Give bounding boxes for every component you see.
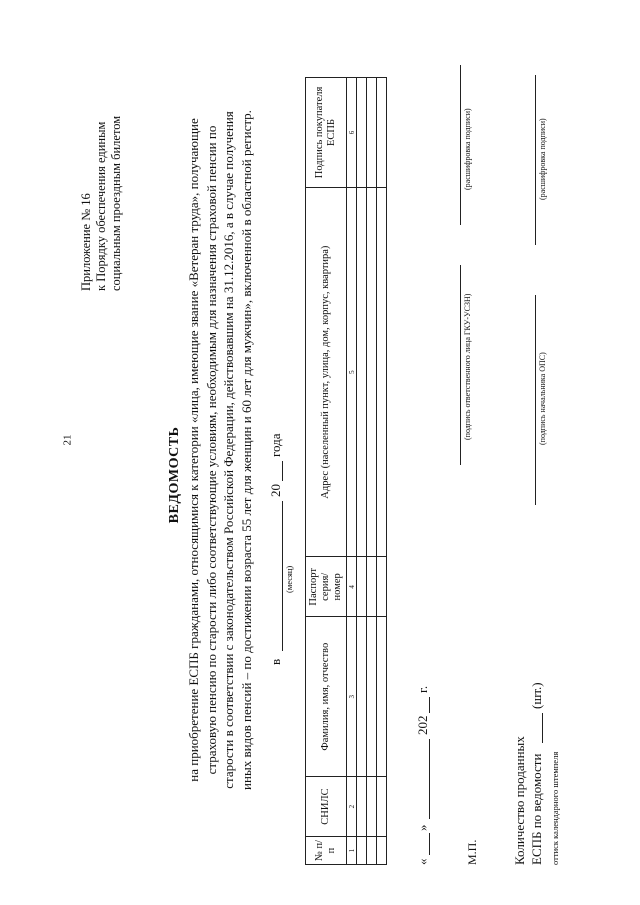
chief-signature-line[interactable] xyxy=(535,295,536,505)
responsible-decode-line[interactable] xyxy=(460,65,461,225)
table-row xyxy=(357,78,367,865)
col-number-3: 3 xyxy=(347,617,357,777)
table-cell[interactable] xyxy=(367,78,377,188)
table-cell[interactable] xyxy=(357,777,367,837)
count-blank[interactable] xyxy=(542,713,543,743)
chief-decode-line[interactable] xyxy=(535,75,536,245)
table-cell[interactable] xyxy=(357,617,367,777)
table-cell[interactable] xyxy=(367,837,377,865)
count-label-line-2-row xyxy=(528,605,545,865)
count-unit: (шт.) xyxy=(529,682,544,709)
table-cell[interactable] xyxy=(357,187,367,556)
count-label-line-2: ЕСПБ по ведомости xyxy=(529,753,544,865)
date-open-quote: « xyxy=(415,858,430,865)
year-prefix: 20 xyxy=(268,484,283,497)
chief-decode-caption: (расшифровка подписи) xyxy=(538,118,547,200)
appendix-reference xyxy=(79,41,124,291)
appendix-line-1: Приложение № 16 xyxy=(79,193,93,291)
chief-signature-caption: (подпись начальника ОПС) xyxy=(538,352,547,445)
year-suffix: года xyxy=(268,433,283,457)
table-cell[interactable] xyxy=(377,617,387,777)
statement-form xyxy=(75,35,575,865)
date-year: 202 xyxy=(415,715,430,735)
day-blank[interactable] xyxy=(429,833,430,855)
date-year-blank[interactable] xyxy=(429,697,430,713)
appendix-line-3: социальным проездным билетом xyxy=(109,115,123,291)
col-number-1: 1 xyxy=(347,837,357,865)
date-year-suffix: г. xyxy=(415,685,430,693)
col-number-2: 2 xyxy=(347,777,357,837)
table-cell[interactable] xyxy=(367,557,377,617)
table-cell[interactable] xyxy=(377,187,387,556)
col-header-address: Адрес (населенный пункт, улица, дом, корпус, квартира) xyxy=(306,187,347,556)
col-header-snils: СНИЛС xyxy=(306,777,347,837)
table-cell[interactable] xyxy=(367,777,377,837)
table-column-numbers-row xyxy=(347,78,357,865)
table-cell[interactable] xyxy=(377,78,387,188)
month-caption: (месяц) xyxy=(284,565,294,593)
table-cell[interactable] xyxy=(357,78,367,188)
table-cell[interactable] xyxy=(367,617,377,777)
appendix-line-2: к Порядку обеспечения единым xyxy=(94,121,108,291)
calendar-stamp-note: оттиск календарного штемпеля xyxy=(550,751,560,865)
col-number-5: 5 xyxy=(347,187,357,556)
table-header-row xyxy=(306,78,347,865)
page-number: 21 xyxy=(61,434,74,446)
statement-table xyxy=(305,77,387,865)
description-line-1: на приобретение ЕСПБ гражданами, относящимися к категории «лица, имеющие звание «Ветеран труда», получающие xyxy=(186,118,201,782)
count-label-line-1: Количество проданных xyxy=(512,736,527,865)
col-header-signature: Подпись покупателя ЕСПБ xyxy=(306,78,347,188)
year-blank[interactable] xyxy=(282,461,283,481)
stamp-place-label: М.П. xyxy=(465,839,479,865)
date-month-blank[interactable] xyxy=(429,739,430,819)
count-field xyxy=(511,605,545,865)
responsible-decode-caption: (расшифровка подписи) xyxy=(463,108,472,190)
responsible-signature-caption: (подпись ответственного лица ГКУ-УСЗН) xyxy=(463,293,472,440)
col-header-fullname: Фамилия, имя, отчество xyxy=(306,617,347,777)
table-cell[interactable] xyxy=(377,557,387,617)
month-blank[interactable] xyxy=(282,501,283,651)
period-in-label: в xyxy=(268,658,283,665)
table-cell[interactable] xyxy=(377,837,387,865)
description-line-2: страховую пенсию по старости либо соответствующие условиям, необходимым для назначения страховой пенсии по xyxy=(203,125,219,775)
col-number-6: 6 xyxy=(347,78,357,188)
table-cell[interactable] xyxy=(357,557,367,617)
date-close-quote: » xyxy=(415,824,430,831)
statement-description xyxy=(185,55,255,845)
description-line-3: старости в соответствии с законодательством Российской Федерации, действовавшим на 31.12.2016, а в случае получения xyxy=(221,111,236,789)
document-title: ВЕДОМОСТЬ xyxy=(167,426,182,524)
description-line-4: иных видов пенсий – по достижении возраста 55 лет для женщин и 60 лет для мужчин», включенной в областной регистр. xyxy=(238,110,254,790)
table-cell[interactable] xyxy=(357,837,367,865)
table-row xyxy=(367,78,377,865)
table-cell[interactable] xyxy=(377,777,387,837)
table-row xyxy=(377,78,387,865)
table-cell[interactable] xyxy=(367,187,377,556)
col-header-number: № п/п xyxy=(306,837,347,865)
responsible-signature-line[interactable] xyxy=(460,265,461,465)
col-number-4: 4 xyxy=(347,557,357,617)
col-header-passport: Паспорт серия/номер xyxy=(306,557,347,617)
